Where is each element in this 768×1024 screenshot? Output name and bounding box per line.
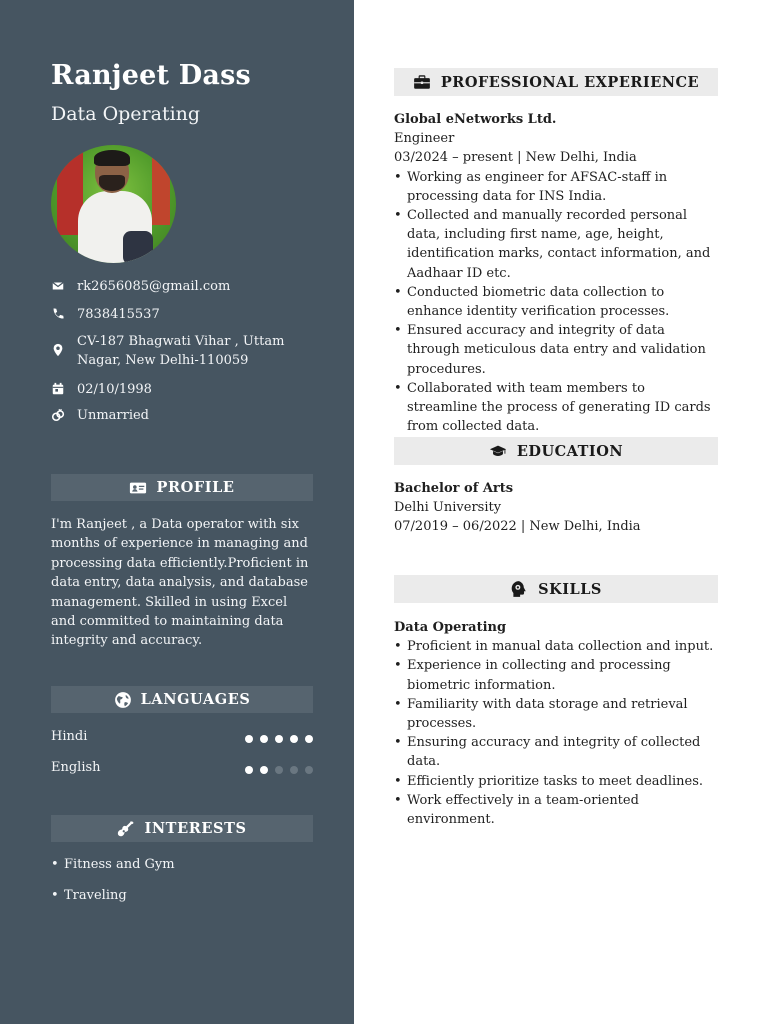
language-name: Hindi <box>51 729 88 744</box>
level-dot <box>305 766 313 774</box>
language-name: English <box>51 760 101 775</box>
level-dot <box>290 766 298 774</box>
brain-head-icon <box>510 580 528 598</box>
language-level-english <box>245 766 313 774</box>
list-item: • Ensuring accuracy and integrity of collected data. <box>394 733 718 771</box>
education-heading-label: EDUCATION <box>516 442 624 460</box>
interest-label: Traveling <box>64 888 127 903</box>
level-dot <box>260 766 268 774</box>
profile-summary: I'm Ranjeet , a Data operator with six months of experience in managing and processing data efficiently.Proficient in data entry, data analysis, and database management. Skilled in using Excel and committed to maintaining data integrity and accuracy. <box>51 517 309 649</box>
job-dates: 03/2024 – present | New Delhi, India <box>394 150 637 166</box>
list-item: • Collaborated with team members to streamline the process of generating ID cards from collected data. <box>394 379 718 437</box>
level-dot <box>245 735 253 743</box>
phone-icon <box>51 307 65 321</box>
degree-name: Bachelor of Arts <box>394 481 514 496</box>
email-text[interactable]: rk2656085@gmail.com <box>77 279 231 294</box>
map-pin-icon <box>51 343 65 357</box>
school-name: Delhi University <box>394 500 502 516</box>
experience-entry <box>394 110 718 436</box>
address-text: CV-187 Bhagwati Vihar , Uttam Nagar, New Delhi-110059 <box>77 334 285 368</box>
level-dot <box>290 735 298 743</box>
languages-heading <box>51 686 313 713</box>
skills-entry <box>394 618 718 829</box>
interests-heading-label: INTERESTS <box>144 820 247 837</box>
briefcase-icon <box>413 73 431 91</box>
list-item: • Experience in collecting and processing biometric information. <box>394 656 718 694</box>
graduation-cap-icon <box>489 442 507 460</box>
list-item: • Efficiently prioritize tasks to meet deadlines. <box>394 772 718 791</box>
job-title: Data Operating <box>51 103 201 125</box>
experience-heading <box>394 68 718 96</box>
globe-icon <box>114 691 132 709</box>
dob-text: 02/10/1998 <box>77 382 152 397</box>
guitar-icon <box>117 820 135 838</box>
list-item: • Ensured accuracy and integrity of data through meticulous data entry and validation procedures. <box>394 321 718 379</box>
level-dot <box>275 735 283 743</box>
level-dot <box>260 735 268 743</box>
company-name: Global eNetworks Ltd. <box>394 112 557 127</box>
list-item: • Conducted biometric data collection to enhance identity verification processes. <box>394 283 718 321</box>
calendar-icon <box>51 382 65 396</box>
interests-heading <box>51 815 313 842</box>
job-role: Engineer <box>394 131 455 147</box>
language-row <box>51 760 313 780</box>
list-item: • Familiarity with data storage and retrieval processes. <box>394 695 718 733</box>
education-dates: 07/2019 – 06/2022 | New Delhi, India <box>394 519 641 535</box>
interest-item: • Traveling <box>51 888 127 903</box>
language-level-hindi <box>245 735 313 743</box>
level-dot <box>275 766 283 774</box>
education-heading <box>394 437 718 465</box>
experience-heading-label: PROFESSIONAL EXPERIENCE <box>440 73 700 91</box>
skills-heading-label: SKILLS <box>538 580 602 598</box>
languages-heading-label: LANGUAGES <box>140 691 251 708</box>
phone-text: 7838415537 <box>77 307 160 322</box>
id-card-icon <box>129 479 147 497</box>
skills-bullets <box>394 637 718 829</box>
profile-heading-label: PROFILE <box>156 479 235 496</box>
profile-heading <box>51 474 313 501</box>
list-item: • Proficient in manual data collection and input. <box>394 637 718 656</box>
experience-bullets <box>394 168 718 437</box>
rings-icon <box>51 408 65 422</box>
skill-title: Data Operating <box>394 620 507 635</box>
skills-heading <box>394 575 718 603</box>
profile-photo <box>51 145 176 263</box>
language-row <box>51 729 313 749</box>
envelope-icon <box>51 279 65 293</box>
level-dot <box>245 766 253 774</box>
level-dot <box>305 735 313 743</box>
education-entry <box>394 479 718 537</box>
list-item: • Working as engineer for AFSAC-staff in processing data for INS India. <box>394 168 718 206</box>
person-name: Ranjeet Dass <box>51 60 251 91</box>
marital-text: Unmarried <box>77 408 150 423</box>
list-item: • Work effectively in a team-oriented environment. <box>394 791 718 829</box>
interest-item: • Fitness and Gym <box>51 857 175 872</box>
interest-label: Fitness and Gym <box>64 857 175 872</box>
sidebar <box>0 0 354 1024</box>
list-item: • Collected and manually recorded personal data, including first name, age, height, identification marks, contact information, and Aadhaar ID etc. <box>394 206 718 283</box>
